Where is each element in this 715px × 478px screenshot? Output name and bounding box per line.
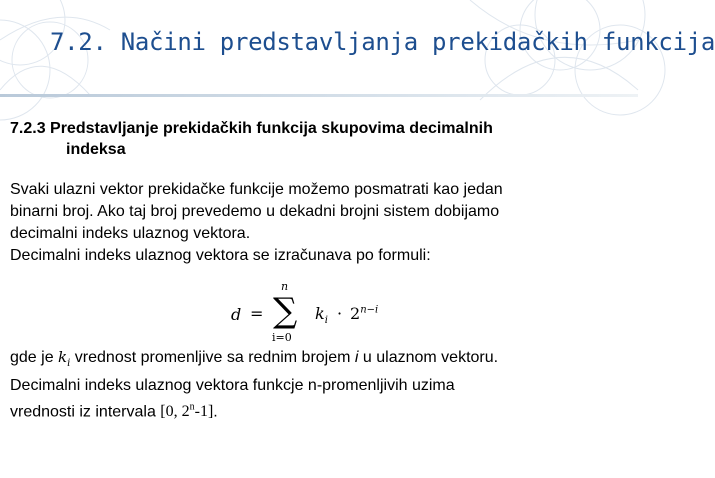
italic-variable: i [354,349,359,366]
text-fragment: vrednosti iz intervala [10,403,161,421]
slide-title: 7.2. Načini predstavljanja prekidačkih funkcija [50,28,715,56]
section-heading [10,118,625,160]
formula-sum-upper: n [281,280,289,293]
formula-power-base: 2 [350,304,361,323]
formula-sum-lower: i=0 [272,331,292,344]
text-fragment: u ulaznom vektoru. [358,349,499,366]
section-heading-line2: indeksa [66,141,126,158]
title-divider [0,94,638,97]
formula-lhs: d [231,305,242,324]
interval-sup: n [189,402,195,413]
formula-power [350,304,378,323]
text-fragment: gde je [10,349,59,366]
intro-paragraph [10,179,625,267]
paragraph-line: Svaki ulazni vektor prekidačke funkcije možemo posmatrati kao jedan [10,181,503,198]
inline-variable-base: k [58,348,68,366]
inline-variable-sub: i [67,358,71,369]
text-fragment: vrednost promenljive sa rednim brojem [70,349,355,366]
inline-variable [58,348,71,369]
interval-close: -1] [194,403,214,421]
paragraph-line: binarni broj. Ako taj broj prevedemo u dekadni brojni sistem dobijamo [10,203,500,220]
text-fragment: . [213,403,218,421]
explanation-paragraph [10,346,630,423]
slide-content [10,118,625,267]
formula-dot: · [337,304,343,323]
explanation-line-3 [10,397,630,423]
interval-open: [0, 2 [160,403,190,421]
decimal-index-formula [231,280,391,344]
section-heading-line1: 7.2.3 Predstavljanje prekidačkih funkcija skupovima decimalnih [10,120,493,137]
explanation-line-1 [10,346,630,375]
formula-term [315,304,328,326]
interval-expression [160,403,213,420]
title-bar [0,0,715,96]
formula-term-sub: i [324,315,328,327]
paragraph-line: decimalni indeks ulaznog vektora. [10,225,251,242]
formula-sum-symbol: ∑ [273,291,298,331]
explanation-line-2: Decimalni indeks ulaznog vektora funkcje n-promenljivih uzima [10,377,455,394]
formula-equals: = [250,304,264,323]
formula-power-exp: n−i [360,304,379,316]
paragraph-line: Decimalni indeks ulaznog vektora se izračunava po formuli: [10,247,431,264]
formula-term-base: k [315,304,325,323]
